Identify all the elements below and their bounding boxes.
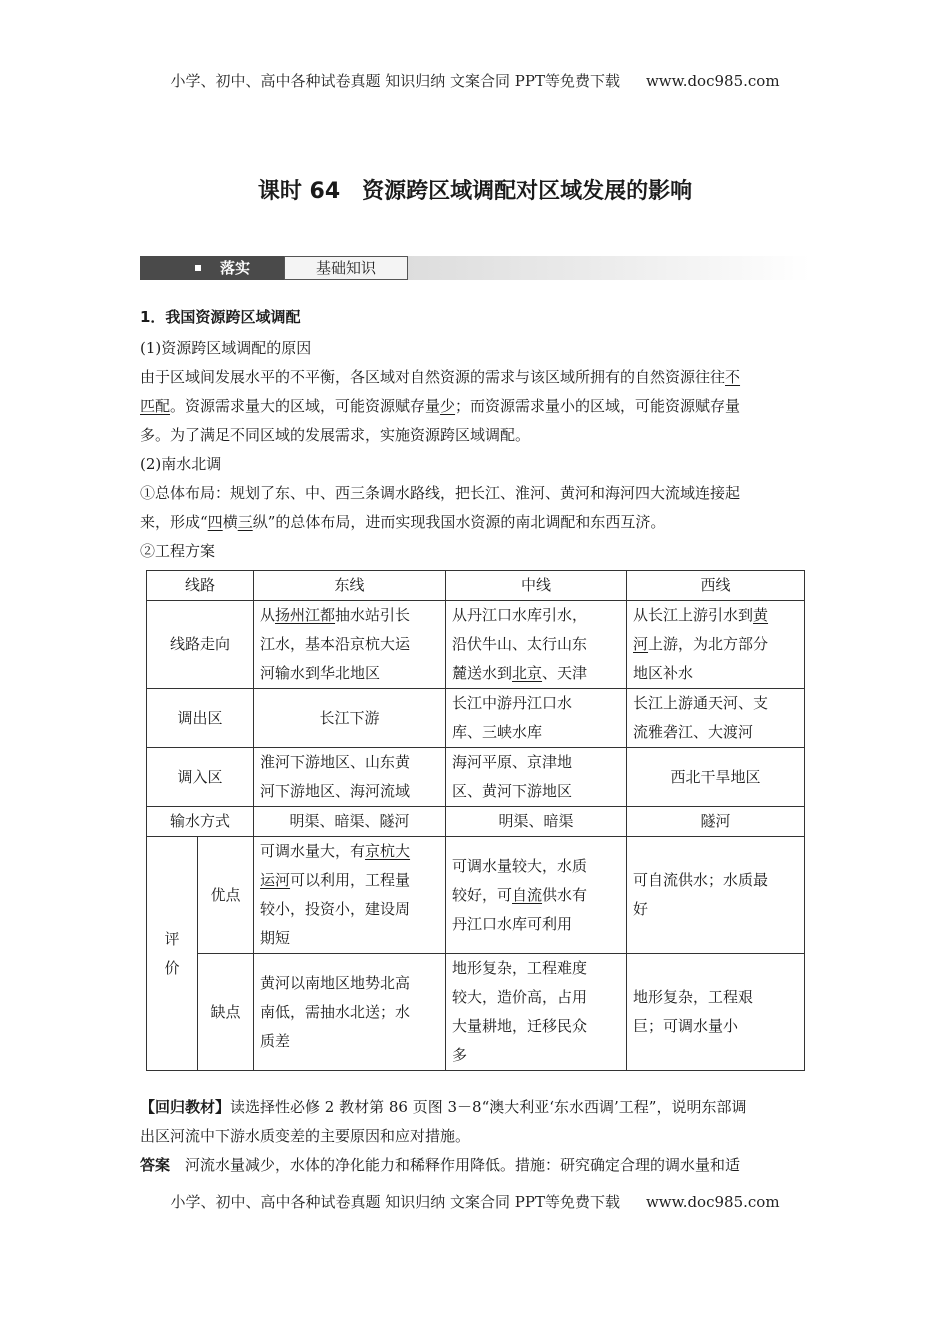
table-header-row [147,571,805,601]
reason-line-3: 多。为了满足不同区域的发展需求，实施资源跨区域调配。 [140,426,531,444]
footer-url[interactable]: www.doc985.com [645,1193,780,1211]
section-banner [140,256,810,280]
answer-blank: 匹配 [140,397,171,415]
row-label: 优点 [198,837,254,954]
header-text: 小学、初中、高中各种试卷真题 知识归纳 文案合同 PPT等免费下载 [170,72,620,90]
answer-blank: 少 [440,397,456,415]
page-title: 课时 64 资源跨区域调配对区域发展的影响 [257,179,693,204]
nsw-heading: (2)南水北调 [140,455,222,473]
table-header-cell: 东线 [254,571,446,601]
row-label: 线路走向 [147,601,254,689]
answer-blank: 四 [207,513,223,531]
answer-blank: 三 [237,513,253,531]
row-label: 调入区 [147,748,254,807]
table-row-in [147,748,805,807]
table-cell: 从长江上游引水到黄 河上游，为北方部分 地区补水 [627,601,805,689]
table-row-mode [147,807,805,837]
row-label: 缺点 [198,954,254,1071]
table-row-advantage [147,837,805,954]
reason-heading: (1)资源跨区域调配的原因 [140,339,312,357]
table-cell: 从丹江口水库引水， 沿伏牛山、太行山东 麓送水到北京、天津 [446,601,627,689]
table-row-out [147,689,805,748]
section-heading: 1．我国资源跨区域调配 [140,308,301,326]
table-cell: 明渠、暗渠 [446,807,627,837]
row-label: 输水方式 [147,807,254,837]
banner-left-label: 落实 [220,259,251,277]
square-bullet-icon [195,265,201,271]
table-cell: 淮河下游地区、山东黄 河下游地区、海河流域 [254,748,446,807]
table-cell: 黄河以南地区地势北高 南低，需抽水北送；水 质差 [254,954,446,1071]
row-label: 调出区 [147,689,254,748]
table-row-disadvantage [147,954,805,1071]
plan-heading: ②工程方案 [140,542,216,560]
reason-block [140,334,812,566]
table-cell: 可调水量大，有京杭大 运河可以利用，工程量 较小，投资小，建设周 期短 [254,837,446,954]
page-header [0,70,950,91]
answer-line [140,1151,812,1180]
reason-line-1: 由于区域间发展水平的不平衡，各区域对自然资源的需求与该区域所拥有的自然资源往往不 [140,368,741,386]
project-plan-table [146,570,805,1071]
table-cell: 地形复杂，工程艰 巨；可调水量小 [627,954,805,1071]
table-cell: 明渠、暗渠、隧河 [254,807,446,837]
nsw-line-1: ①总体布局：规划了东、中、西三条调水路线，把长江、淮河、黄河和海河四大流域连接起 [140,484,741,502]
table-header-cell: 中线 [446,571,627,601]
table-cell: 可自流供水；水质最 好 [627,837,805,954]
table-cell: 海河平原、京津地 区、黄河下游地区 [446,748,627,807]
table-cell: 隧河 [627,807,805,837]
table-header-cell: 线路 [147,571,254,601]
answer-blank: 不 [725,368,741,386]
review-line-2: 出区河流中下游水质变差的主要原因和应对措施。 [140,1127,471,1145]
footer-text: 小学、初中、高中各种试卷真题 知识归纳 文案合同 PPT等免费下载 [170,1193,620,1211]
table-cell: 西北干旱地区 [627,748,805,807]
table-cell: 长江下游 [254,689,446,748]
table-cell: 可调水量较大，水质 较好，可自流供水有 丹江口水库可利用 [446,837,627,954]
page-footer [0,1191,950,1212]
answer-text: 河流水量减少，水体的净化能力和稀释作用降低。措施：研究确定合理的调水量和适 [185,1156,741,1174]
banner-right-label: 基础知识 [284,256,408,280]
row-label-eval: 评 价 [147,837,198,1071]
table-cell: 地形复杂，工程难度 较大，造价高，占用 大量耕地，迁移民众 多 [446,954,627,1071]
table-cell: 长江中游丹江口水 库、三峡水库 [446,689,627,748]
nsw-line-2: 来，形成“四横三纵”的总体布局，进而实现我国水资源的南北调配和东西互济。 [140,513,666,531]
header-url[interactable]: www.doc985.com [645,72,780,90]
reason-line-2: 匹配。资源需求量大的区域，可能资源赋存量少；而资源需求量小的区域，可能资源赋存量 [140,397,741,415]
answer-label: 答案 [140,1156,171,1174]
table-row-route [147,601,805,689]
review-tag: 【回归教材】 [140,1098,231,1116]
banner-left-tab [140,256,284,280]
review-line-1: 【回归教材】读选择性必修 2 教材第 86 页图 3－8“澳大利亚‘东水西调’工程”，说明东部调 [140,1098,747,1116]
table-cell: 从扬州江都抽水站引长 江水，基本沿京杭大运 河输水到华北地区 [254,601,446,689]
table-header-cell: 西线 [627,571,805,601]
table-cell: 长江上游通天河、支 流雅砻江、大渡河 [627,689,805,748]
review-block [140,1093,812,1180]
